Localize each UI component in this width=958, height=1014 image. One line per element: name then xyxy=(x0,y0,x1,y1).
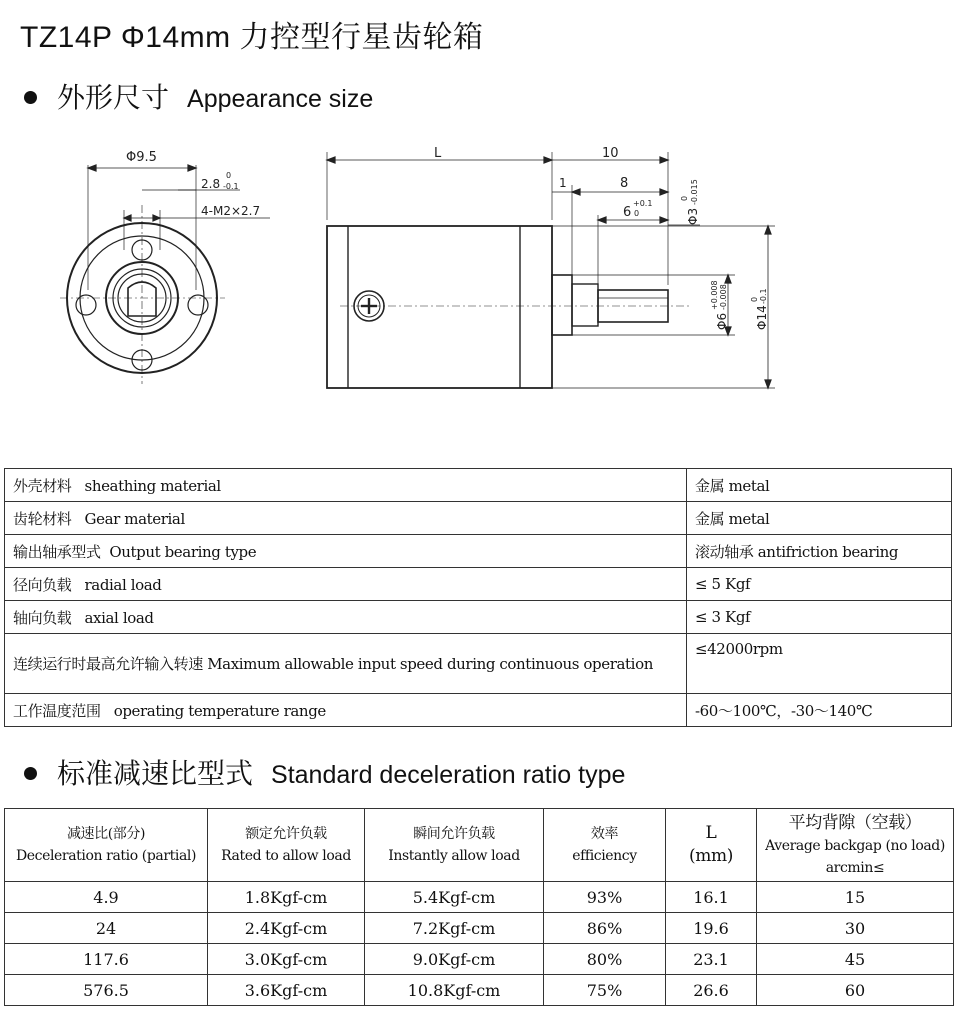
output-boss xyxy=(552,275,572,335)
header-en: Rated to allow load xyxy=(221,848,351,864)
header-extra: arcmin≤ xyxy=(825,859,885,876)
header-cn: 减速比(部分) xyxy=(66,826,146,842)
label-front-dia: Φ9.5 xyxy=(126,150,157,165)
spec-row xyxy=(5,568,952,601)
spec-value: 金属 metal xyxy=(687,502,952,535)
cell-instant-load: 5.4Kgf-cm xyxy=(365,882,544,913)
cell-instant-load: 10.8Kgf-cm xyxy=(365,975,544,1006)
appearance-heading-cn: 外形尺寸 xyxy=(57,81,170,114)
spec-row xyxy=(5,601,952,634)
table-row xyxy=(5,975,954,1006)
label-body-dia-tol-upper: 0 xyxy=(750,296,759,302)
header-ratio xyxy=(5,809,208,882)
spec-label-cn: 轴向负载 xyxy=(13,608,72,627)
cell-length: 23.1 xyxy=(666,944,757,975)
label-body-dia: Φ14 xyxy=(755,305,769,330)
cell-length: 26.6 xyxy=(666,975,757,1006)
label-side-6-tol-upper: +0.1 xyxy=(633,199,653,208)
header-cn: 平均背隙（空载） xyxy=(788,812,922,833)
spec-row xyxy=(5,694,952,727)
header-en: Instantly allow load xyxy=(388,848,520,864)
spec-label xyxy=(5,568,687,601)
label-front-depth: 2.8 xyxy=(201,177,221,191)
cell-length: 16.1 xyxy=(666,882,757,913)
spec-row xyxy=(5,634,952,694)
cell-ratio: 576.5 xyxy=(5,975,208,1006)
spec-value: ≤ 5 Kgf xyxy=(687,568,952,601)
front-view xyxy=(60,150,270,384)
label-front-threads: 4-M2×2.7 xyxy=(201,204,261,218)
spec-row xyxy=(5,535,952,568)
spec-label-cn: 输出轴承型式 xyxy=(13,542,101,561)
label-front-depth-tol-lower: -0.1 xyxy=(223,182,239,191)
cell-efficiency: 93% xyxy=(544,882,666,913)
cell-ratio: 4.9 xyxy=(5,882,208,913)
spec-label-en: Output bearing type xyxy=(109,542,257,561)
cell-instant-load: 9.0Kgf-cm xyxy=(365,944,544,975)
cell-rated-load: 3.0Kgf-cm xyxy=(208,944,365,975)
label-side-6: 6 xyxy=(623,205,632,220)
header-instant-load xyxy=(365,809,544,882)
header-rated-load xyxy=(208,809,365,882)
label-front-depth-tol-upper: 0 xyxy=(226,171,232,180)
header-en: (mm) xyxy=(689,846,733,866)
table-row xyxy=(5,913,954,944)
table-row xyxy=(5,944,954,975)
label-side-6-tol-lower: 0 xyxy=(634,209,640,218)
label-side-8: 8 xyxy=(620,176,629,191)
spec-value: 滚动轴承 antifriction bearing xyxy=(687,535,952,568)
header-cn: L xyxy=(705,823,717,843)
cell-efficiency: 75% xyxy=(544,975,666,1006)
label-side-L: L xyxy=(434,146,442,161)
cell-backlash: 15 xyxy=(757,882,954,913)
spec-label-en: Maximum allowable input speed during continuous operation xyxy=(207,655,653,673)
spec-label xyxy=(5,634,687,694)
spec-label xyxy=(5,694,687,727)
spec-label-cn: 连续运行时最高允许输入转速 xyxy=(13,655,203,673)
spec-value: ≤ 3 Kgf xyxy=(687,601,952,634)
side-view xyxy=(327,146,775,388)
label-side-10: 10 xyxy=(602,146,619,161)
header-backlash xyxy=(757,809,954,882)
label-shaft-dia-tol-upper: 0 xyxy=(680,195,689,201)
bullet-icon xyxy=(24,767,37,780)
header-length xyxy=(666,809,757,882)
label-body-dia-tol-lower: -0.1 xyxy=(759,288,768,304)
spec-label-en: Gear material xyxy=(84,509,185,528)
cell-length: 19.6 xyxy=(666,913,757,944)
cell-rated-load: 1.8Kgf-cm xyxy=(208,882,365,913)
appearance-heading-en: Appearance size xyxy=(187,85,374,113)
spec-label-en: axial load xyxy=(84,608,154,627)
cell-backlash: 60 xyxy=(757,975,954,1006)
header-cn: 瞬间允许负载 xyxy=(413,826,495,842)
cell-ratio: 117.6 xyxy=(5,944,208,975)
spec-label xyxy=(5,535,687,568)
page-title: TZ14P Φ14mm 力控型行星齿轮箱 xyxy=(20,21,484,54)
header-cn: 额定允许负载 xyxy=(245,826,327,842)
label-shaft-dia: Φ3 xyxy=(686,207,700,225)
spec-label-cn: 工作温度范围 xyxy=(13,701,101,720)
cell-efficiency: 86% xyxy=(544,913,666,944)
cell-ratio: 24 xyxy=(5,913,208,944)
cell-rated-load: 2.4Kgf-cm xyxy=(208,913,365,944)
dimension-drawing xyxy=(0,130,958,400)
cell-instant-load: 7.2Kgf-cm xyxy=(365,913,544,944)
ratio-heading-cn: 标准减速比型式 xyxy=(57,757,254,790)
header-en: efficiency xyxy=(572,848,637,864)
output-shaft-step xyxy=(572,284,598,326)
spec-label-en: operating temperature range xyxy=(113,701,326,720)
spec-row xyxy=(5,469,952,502)
spec-label xyxy=(5,469,687,502)
header-en: Deceleration ratio (partial) xyxy=(15,848,197,864)
appearance-section-heading xyxy=(24,76,373,116)
spec-value: -60～100℃，-30～140℃ xyxy=(687,694,952,727)
label-side-1: 1 xyxy=(559,176,567,190)
spec-label-cn: 外壳材料 xyxy=(13,476,72,495)
spec-label-en: sheathing material xyxy=(84,476,221,495)
spec-value: 金属 metal xyxy=(687,469,952,502)
header-en: Average backgap (no load) xyxy=(765,837,945,854)
cell-backlash: 30 xyxy=(757,913,954,944)
spec-value: ≤42000rpm xyxy=(687,634,952,694)
header-cn: 效率 xyxy=(590,826,619,842)
header-efficiency xyxy=(544,809,666,882)
ratio-heading-en: Standard deceleration ratio type xyxy=(271,761,626,789)
ratio-table xyxy=(4,808,954,1006)
cell-backlash: 45 xyxy=(757,944,954,975)
ratio-header-row xyxy=(5,809,954,882)
cell-efficiency: 80% xyxy=(544,944,666,975)
spec-label xyxy=(5,601,687,634)
spec-table xyxy=(4,468,952,727)
spec-label-cn: 齿轮材料 xyxy=(13,509,72,528)
table-row xyxy=(5,882,954,913)
label-boss-dia-tol-upper: +0.008 xyxy=(710,280,719,310)
ratio-section-heading xyxy=(24,752,625,792)
spec-label-cn: 径向负载 xyxy=(13,575,72,594)
label-boss-dia: Φ6 xyxy=(715,312,729,330)
spec-label xyxy=(5,502,687,535)
label-boss-dia-tol-lower: -0.008 xyxy=(719,284,728,310)
spec-row xyxy=(5,502,952,535)
label-shaft-dia-tol-lower: -0.015 xyxy=(690,179,699,205)
motor-body xyxy=(327,226,552,388)
cell-rated-load: 3.6Kgf-cm xyxy=(208,975,365,1006)
bullet-icon xyxy=(24,91,37,104)
spec-label-en: radial load xyxy=(84,575,162,594)
